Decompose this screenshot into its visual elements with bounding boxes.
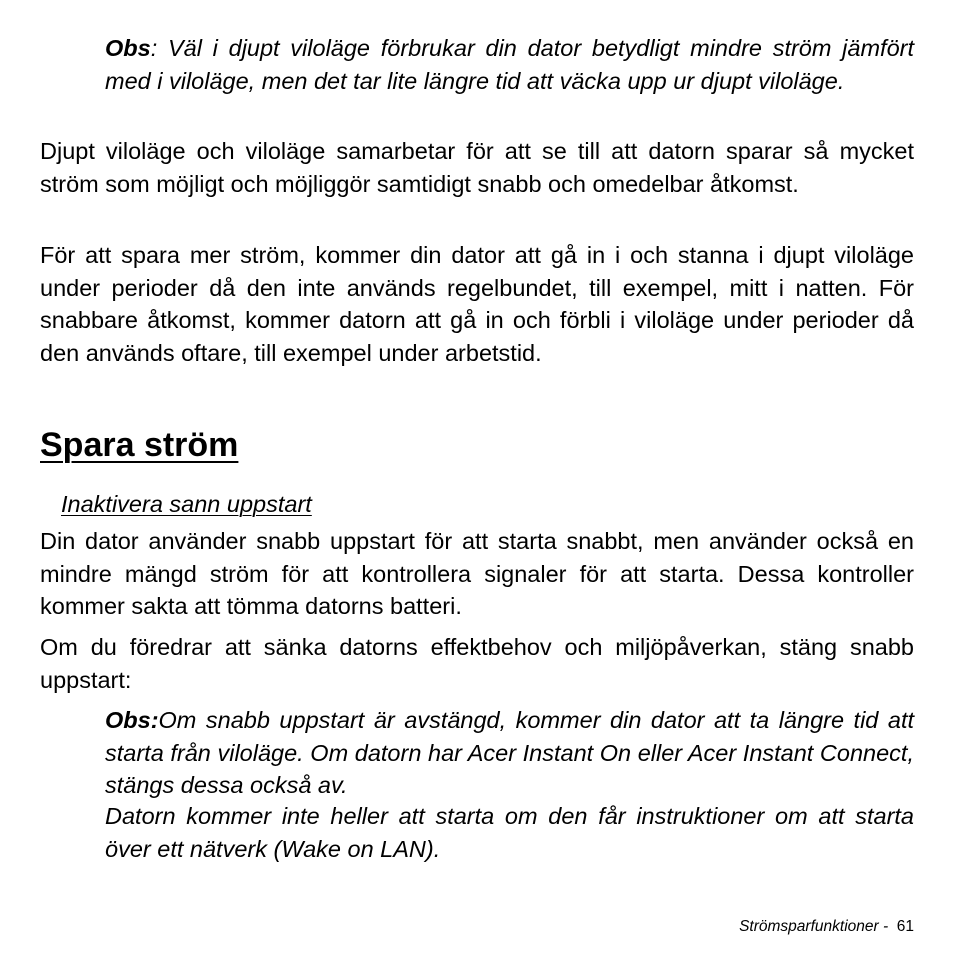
- note-label: Obs: [105, 35, 151, 61]
- section-subtitle: Inaktivera sann uppstart: [61, 491, 312, 517]
- page-number: 61: [896, 918, 914, 935]
- paragraph-save-power: För att spara mer ström, kommer din dator att gå in i och stanna i djupt viloläge under perioder då den inte används regelbundet, till exempel, mitt i natten. För snabbare åtkomst, kommer datorn att gå in och förbli i viloläge under perioder då den används oftare, till exempel under arbetstid.: [40, 242, 914, 366]
- note-deep-sleep: [105, 32, 914, 97]
- note-wake-on-lan: Datorn kommer inte heller att starta om den får instruktioner om att starta över ett nätverk (Wake on LAN).: [105, 803, 914, 862]
- note-text: Om snabb uppstart är avstängd, kommer din dator att ta längre tid att starta från viloläge. Om datorn har Acer Instant On eller Acer Instant Connect, stängs dessa också av.: [105, 707, 914, 798]
- note-fast-startup: [105, 704, 914, 802]
- footer-label: Strömsparfunktioner -: [739, 918, 897, 935]
- note-label: Obs:: [105, 707, 159, 733]
- paragraph-sleep-cooperation: Djupt viloläge och viloläge samarbetar för att se till att datorn sparar så mycket ström som möjligt och möjliggör samtidigt snabb och omedelbar åtkomst.: [40, 138, 914, 197]
- section-title: Spara ström: [40, 426, 239, 464]
- note-text: : Väl i djupt viloläge förbrukar din dator betydligt mindre ström jämfört med i viloläge, men det tar lite längre tid att väcka upp ur djupt viloläge.: [105, 35, 914, 94]
- page-footer: [739, 917, 914, 937]
- paragraph-disable-fast-startup: Om du föredrar att sänka datorns effektbehov och miljöpåverkan, stäng snabb uppstart:: [40, 634, 914, 693]
- paragraph-fast-startup: Din dator använder snabb uppstart för att starta snabbt, men använder också en mindre mängd ström för att kontrollera signaler för att starta. Dessa kontroller kommer sakta att tömma datorns batteri.: [40, 528, 914, 619]
